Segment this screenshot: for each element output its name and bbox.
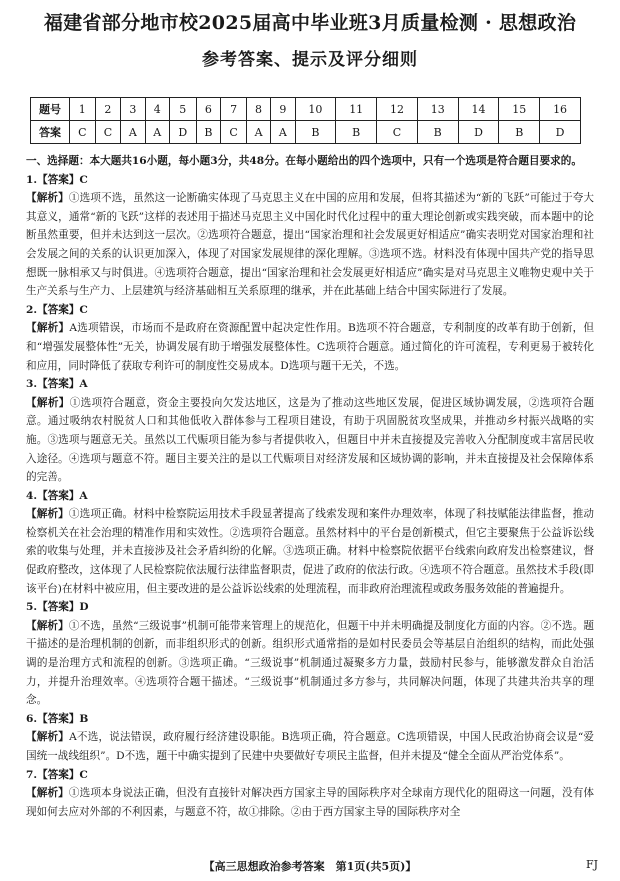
explanation xyxy=(26,394,594,487)
answer-line xyxy=(26,171,594,190)
explanation xyxy=(26,505,594,598)
explanation-text: ①选项符合题意，资金主要投向欠发达地区，这是为了推动这些地区发展，促进区域协调发展，②选项符合题意。通过吸纳农村脱贫人口和其他低收入群体参与工程项目建设，有助于巩固脱贫攻坚成果，并推动乡村振兴战略的实施。③选项与题意无关。虽然以工代赈项目能为参与者提供收入，但题目中并未直接提及完善收入分配制度或丰富居民收入途径。④选项与题意不符。题目主要关注的是以工代赈项目对经济发展和区域协调的影响，并未直接提及社会保障体系的完善。 xyxy=(26,396,594,484)
footer-text: 【高三思想政治参考答案 第1页(共5页)】 xyxy=(203,860,417,873)
answer-label: 【答案】B xyxy=(37,712,89,725)
answer-line xyxy=(26,487,594,506)
explanation-tag: 【解析】 xyxy=(26,619,69,632)
question-number: 7. xyxy=(26,768,38,781)
answer-cell: B xyxy=(417,121,458,144)
question-number-cell: 11 xyxy=(336,98,377,121)
section-intro: 一、选择题：本大题共16小题，每小题3分，共48分。在每小题给出的四个选项中，只有一个选项是符合题目要求的。 xyxy=(26,155,582,167)
answer-cell: B xyxy=(295,121,336,144)
question-number: 4. xyxy=(26,489,38,502)
answer-label: 【答案】C xyxy=(37,768,88,781)
answer-table-number-row xyxy=(31,98,581,121)
answer-label: 【答案】A xyxy=(37,489,88,502)
answer-label: 【答案】C xyxy=(37,173,88,186)
question-number-cell: 8 xyxy=(246,98,270,121)
answer-cell: B xyxy=(499,121,540,144)
answer-cell: C xyxy=(377,121,418,144)
answer-cell: C xyxy=(221,121,247,144)
explanation xyxy=(26,728,594,765)
question-number-cell: 1 xyxy=(70,98,96,121)
answer-cell: A xyxy=(271,121,295,144)
question-number-cell: 10 xyxy=(295,98,336,121)
question-number: 1. xyxy=(26,173,38,186)
question-list xyxy=(26,171,594,822)
question-number-cell: 6 xyxy=(196,98,221,121)
question-number-cell: 14 xyxy=(458,98,499,121)
explanation xyxy=(26,319,594,375)
footer-code: FJ xyxy=(585,858,598,871)
answer-cell: B xyxy=(336,121,377,144)
answer-table-row-label: 答案 xyxy=(31,121,70,144)
document-subtitle: 参考答案、提示及评分细则 xyxy=(202,50,418,70)
question-number-cell: 9 xyxy=(271,98,295,121)
answer-line xyxy=(26,598,594,617)
question-number-cell: 16 xyxy=(540,98,581,121)
answer-table-answer-row xyxy=(31,121,581,144)
answer-cell: A xyxy=(145,121,169,144)
question-number: 2. xyxy=(26,303,38,316)
explanation-tag: 【解析】 xyxy=(26,396,70,409)
document-title: 福建省部分地市校2025届高中毕业班3月质量检测 · 思想政治 xyxy=(43,12,577,34)
answer-line xyxy=(26,375,594,394)
answer-cell: D xyxy=(169,121,196,144)
answer-table xyxy=(30,97,581,144)
question-number-cell: 4 xyxy=(145,98,169,121)
question-number: 5. xyxy=(26,601,38,614)
explanation xyxy=(26,189,594,301)
explanation-tag: 【解析】 xyxy=(26,731,70,744)
answer-cell: D xyxy=(458,121,499,144)
explanation-text: ①选项正确。材料中检察院运用技术手段显著提高了线索发现和案件办理效率，体现了科技赋能法律监督，推动检察机关在社会治理的精准作用和实效性。②选项符合题意。虽然材料中的平台是创新模式，但它主要聚焦于公益诉讼线索的收集与处理，并未直接涉及社会矛盾纠纷的化解。③选项正确。材料中检察院依据平台线索向政府发出检察建议，督促政府整改，这体现了人民检察院依法履行法律监督职责，促进了政府的依法行政。④选项不符合题意。虽然技术手段(即该平台)在材料中被应用，但主要改进的是公益诉讼线索的处理流程，而非政府治理流程或政务服务效能的普遍提升。 xyxy=(26,508,595,595)
explanation-text: ①不选，虽然“三级说事”机制可能带来管理上的规范化，但题干中并未明确提及制度化方面的内容。②不选。题干描述的是治理机制的创新，而非组织形式的创新。组织形式通常指的是如村民委员会等基层自治组织的结构，而此处强调的是治理方式和流程的创新。③选项正确。“三级说事”机制通过凝聚多方力量，鼓励村民参与，能够激发群众自治活力，并提升治理效率。④选项符合题干描述。“三级说事”机制通过多方参与，共同解决问题，体现了共建共治共享的理念。 xyxy=(26,619,595,707)
explanation-tag: 【解析】 xyxy=(26,192,69,205)
explanation-text: A不选，说法错误，政府履行经济建设职能。B选项正确，符合题意。C选项错误，中国人民政治协商会议是“爱国统一战线组织”。D不选，题干中确实提到了民建中央要做好专项民主监督，但并未提及“健全全面从严治党体系”。 xyxy=(26,731,595,762)
explanation-tag: 【解析】 xyxy=(26,508,69,521)
question-number-cell: 12 xyxy=(377,98,418,121)
page-footer xyxy=(0,858,620,874)
answer-cell: C xyxy=(95,121,121,144)
question-number-cell: 2 xyxy=(95,98,121,121)
answer-line xyxy=(26,766,594,785)
question-number-cell: 7 xyxy=(221,98,247,121)
explanation-tag: 【解析】 xyxy=(26,787,69,800)
answer-line xyxy=(26,301,594,320)
answer-label: 【答案】A xyxy=(37,378,88,391)
answer-cell: A xyxy=(121,121,145,144)
explanation xyxy=(26,617,594,710)
answer-cell: D xyxy=(540,121,581,144)
answer-cell: C xyxy=(70,121,96,144)
answer-table-row-label: 题号 xyxy=(31,98,70,121)
answer-label: 【答案】C xyxy=(37,303,88,316)
question-number-cell: 15 xyxy=(499,98,540,121)
explanation xyxy=(26,784,594,821)
answer-cell: B xyxy=(196,121,221,144)
answer-line xyxy=(26,710,594,729)
answer-cell: A xyxy=(246,121,270,144)
question-number-cell: 13 xyxy=(417,98,458,121)
explanation-text: A选项错误，市场而不是政府在资源配置中起决定性作用。B选项不符合题意，专利制度的改革有助于创新，但和“增强发展整体性”无关，协调发展有助于增强发展整体性。C选项符合题意。通过简化的许可流程，专利更易于被转化和应用，同时降低了获取专利许可的制度性交易成本。D选项与题干无关，不选。 xyxy=(26,322,595,372)
question-number: 3. xyxy=(26,378,38,391)
explanation-tag: 【解析】 xyxy=(26,322,70,335)
explanation-text: ①选项本身说法正确，但没有直接针对解决西方国家主导的国际秩序对全球南方现代化的阻碍这一问题，没有体现如何去应对外部的不利因素，与题意不符，故①排除。②由于西方国家主导的国际秩序对全 xyxy=(26,787,595,818)
answer-label: 【答案】D xyxy=(37,601,89,614)
question-number-cell: 5 xyxy=(169,98,196,121)
question-number: 6. xyxy=(26,712,38,725)
explanation-text: ①选项不选，虽然这一论断确实体现了马克思主义在中国的应用和发展，但将其描述为“新的飞跃”可能过于夸大其意义，通常“新的飞跃”这样的表述用于描述马克思主义中国化时代化过程中的重大理论创新或实践突破，而本题中的论断虽然重要，但并未达到这一层次。②选项符合题意，提出“国家治理和社会发展更好相适应”确实表明党对国家治理和社会发展之间的关系的认识更加深入，体现了对国家发展规律的深化理解。③选项不选。材料没有体现中国共产党的指导思想既一脉相承又与时俱进。④选项符合题意，提出“国家治理和社会发展更好相适应”确实是对马克思主义唯物史观中关于生产关系与生产力、上层建筑与经济基础相互关系原理的继承，并在此基础上结合中国实际进行了发展。 xyxy=(26,192,595,298)
question-number-cell: 3 xyxy=(121,98,145,121)
content-body xyxy=(26,152,594,821)
